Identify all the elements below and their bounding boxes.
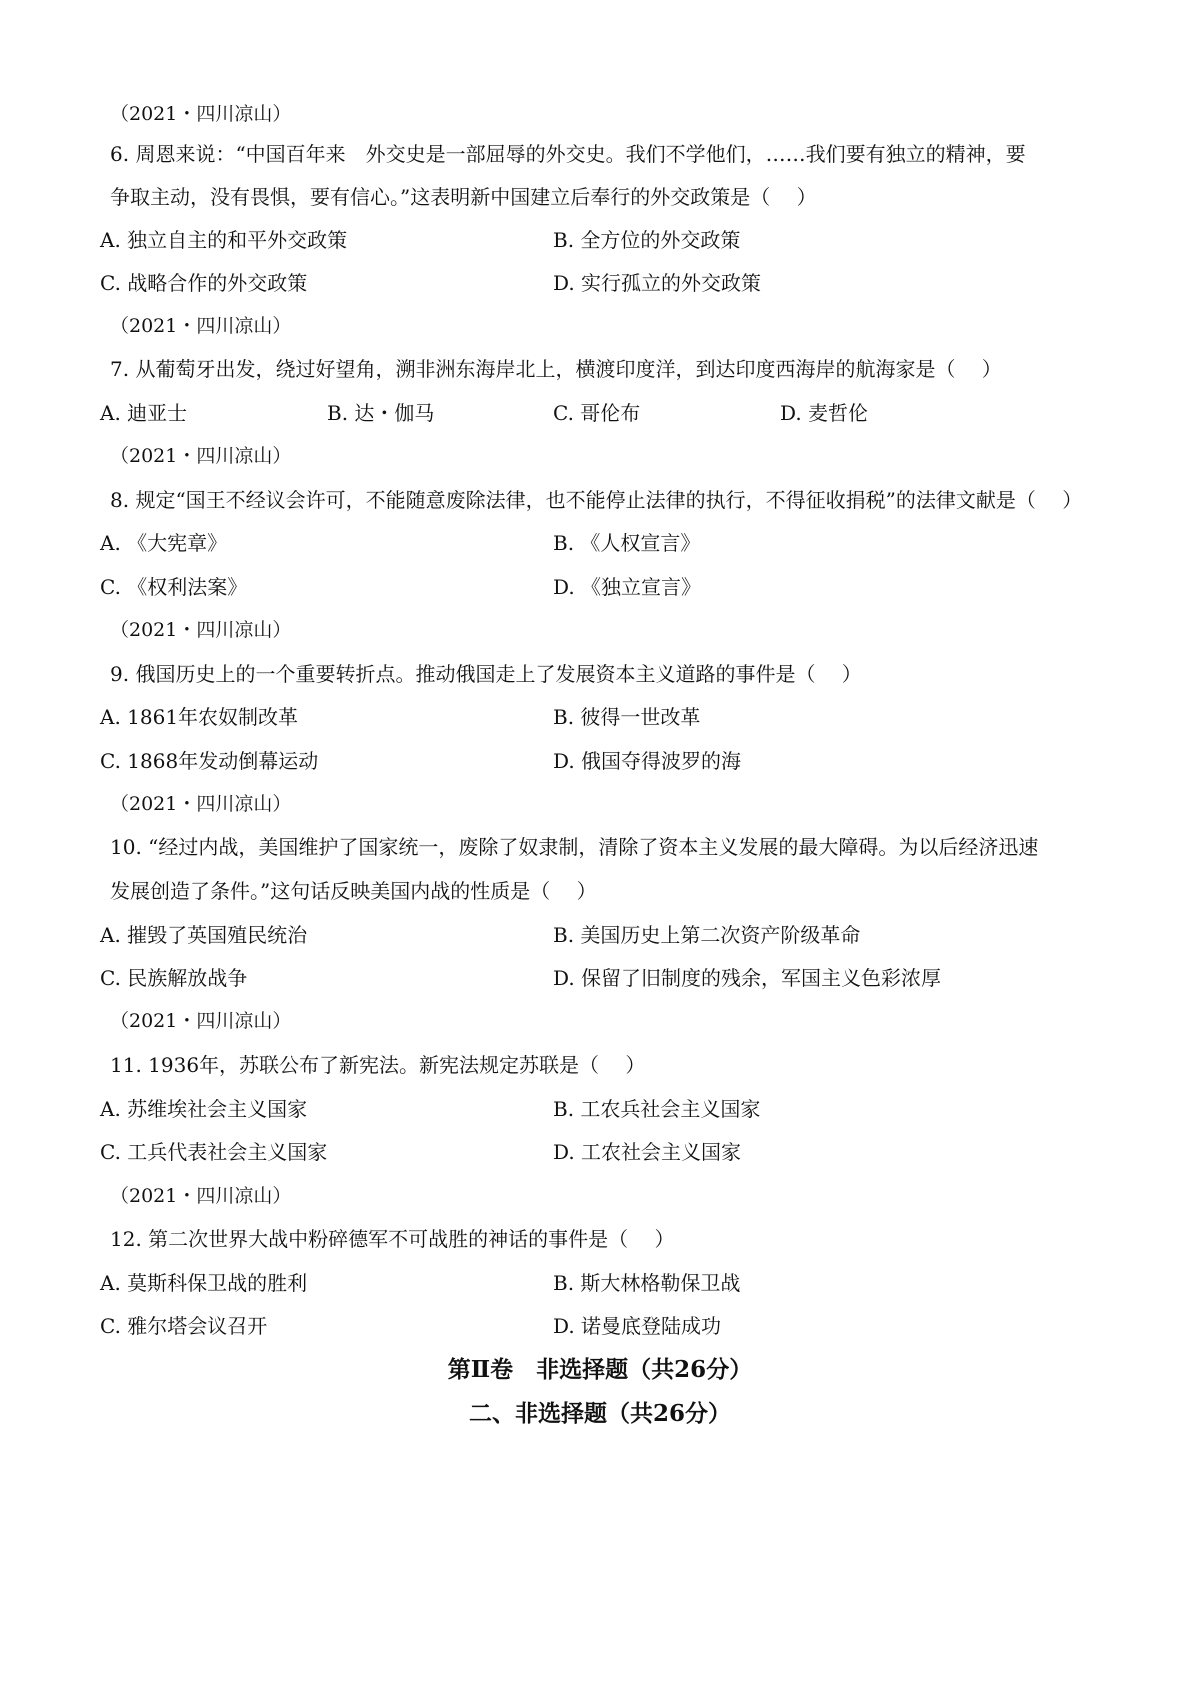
question-source: （2021・四川凉山） [110, 1185, 292, 1207]
option-b: B. 达・伽马 [327, 401, 435, 425]
option-a: A. 1861年农奴制改革 [100, 705, 299, 729]
option-b: B. 《人权宣言》 [553, 531, 701, 555]
option-c: C. 哥伦布 [553, 401, 641, 425]
option-a: A. 迪亚士 [100, 401, 188, 425]
question-stem: 8. 规定“国王不经议会许可，不能随意废除法律，也不能停止法律的执行，不得征收捐税”的法律文献是（ ） [110, 488, 1083, 512]
question-source: （2021・四川凉山） [110, 619, 292, 641]
option-c: C. 战略合作的外交政策 [100, 271, 308, 295]
question-source: （2021・四川凉山） [110, 103, 292, 125]
question-stem: 7. 从葡萄牙出发，绕过好望角，溯非洲东海岸北上，横渡印度洋，到达印度西海岸的航海家是（ ） [110, 357, 1002, 381]
option-d: D. 麦哲伦 [780, 401, 869, 425]
option-b: B. 斯大林格勒保卫战 [553, 1271, 741, 1295]
option-a: A. 摧毁了英国殖民统治 [100, 923, 308, 947]
option-d: D. 工农社会主义国家 [553, 1140, 742, 1164]
question-stem: 争取主动，没有畏惧，要有信心。”这表明新中国建立后奉行的外交政策是（ ） [110, 185, 817, 209]
question-stem: 12. 第二次世界大战中粉碎德军不可战胜的神话的事件是（ ） [110, 1227, 675, 1251]
option-a: A. 苏维埃社会主义国家 [100, 1097, 308, 1121]
option-c: C. 工兵代表社会主义国家 [100, 1140, 328, 1164]
option-d: D. 实行孤立的外交政策 [553, 271, 762, 295]
question-stem: 发展创造了条件。”这句话反映美国内战的性质是（ ） [110, 879, 597, 903]
option-c: C. 《权利法案》 [100, 575, 248, 599]
option-a: A. 独立自主的和平外交政策 [100, 228, 348, 252]
option-c: C. 民族解放战争 [100, 966, 248, 990]
question-stem: 6. 周恩来说：“中国百年来 外交史是一部屈辱的外交史。我们不学他们，……我们要有独立的精神，要 [110, 142, 1026, 166]
option-d: D. 《独立宣言》 [553, 575, 702, 599]
question-source: （2021・四川凉山） [110, 315, 292, 337]
part-two-title: 第Ⅱ卷 非选择题（共26分） [447, 1356, 753, 1383]
question-source: （2021・四川凉山） [110, 793, 292, 815]
question-stem: 11. 1936年，苏联公布了新宪法。新宪法规定苏联是（ ） [110, 1053, 646, 1077]
section-title: 二、非选择题（共26分） [468, 1400, 731, 1427]
question-stem: 10. “经过内战，美国维护了国家统一，废除了奴隶制，清除了资本主义发展的最大障碍。为以后经济迅速 [110, 835, 1039, 859]
option-c: C. 雅尔塔会议召开 [100, 1314, 268, 1338]
option-b: B. 美国历史上第二次资产阶级革命 [553, 923, 861, 947]
option-b: B. 彼得一世改革 [553, 705, 701, 729]
option-a: A. 《大宪章》 [100, 531, 228, 555]
option-d: D. 诺曼底登陆成功 [553, 1314, 722, 1338]
option-c: C. 1868年发动倒幕运动 [100, 749, 319, 773]
question-stem: 9. 俄国历史上的一个重要转折点。推动俄国走上了发展资本主义道路的事件是（ ） [110, 662, 862, 686]
option-b: B. 全方位的外交政策 [553, 228, 741, 252]
question-source: （2021・四川凉山） [110, 1010, 292, 1032]
option-d: D. 保留了旧制度的残余，军国主义色彩浓厚 [553, 966, 942, 990]
option-d: D. 俄国夺得波罗的海 [553, 749, 742, 773]
option-b: B. 工农兵社会主义国家 [553, 1097, 761, 1121]
option-a: A. 莫斯科保卫战的胜利 [100, 1271, 308, 1295]
question-source: （2021・四川凉山） [110, 445, 292, 467]
